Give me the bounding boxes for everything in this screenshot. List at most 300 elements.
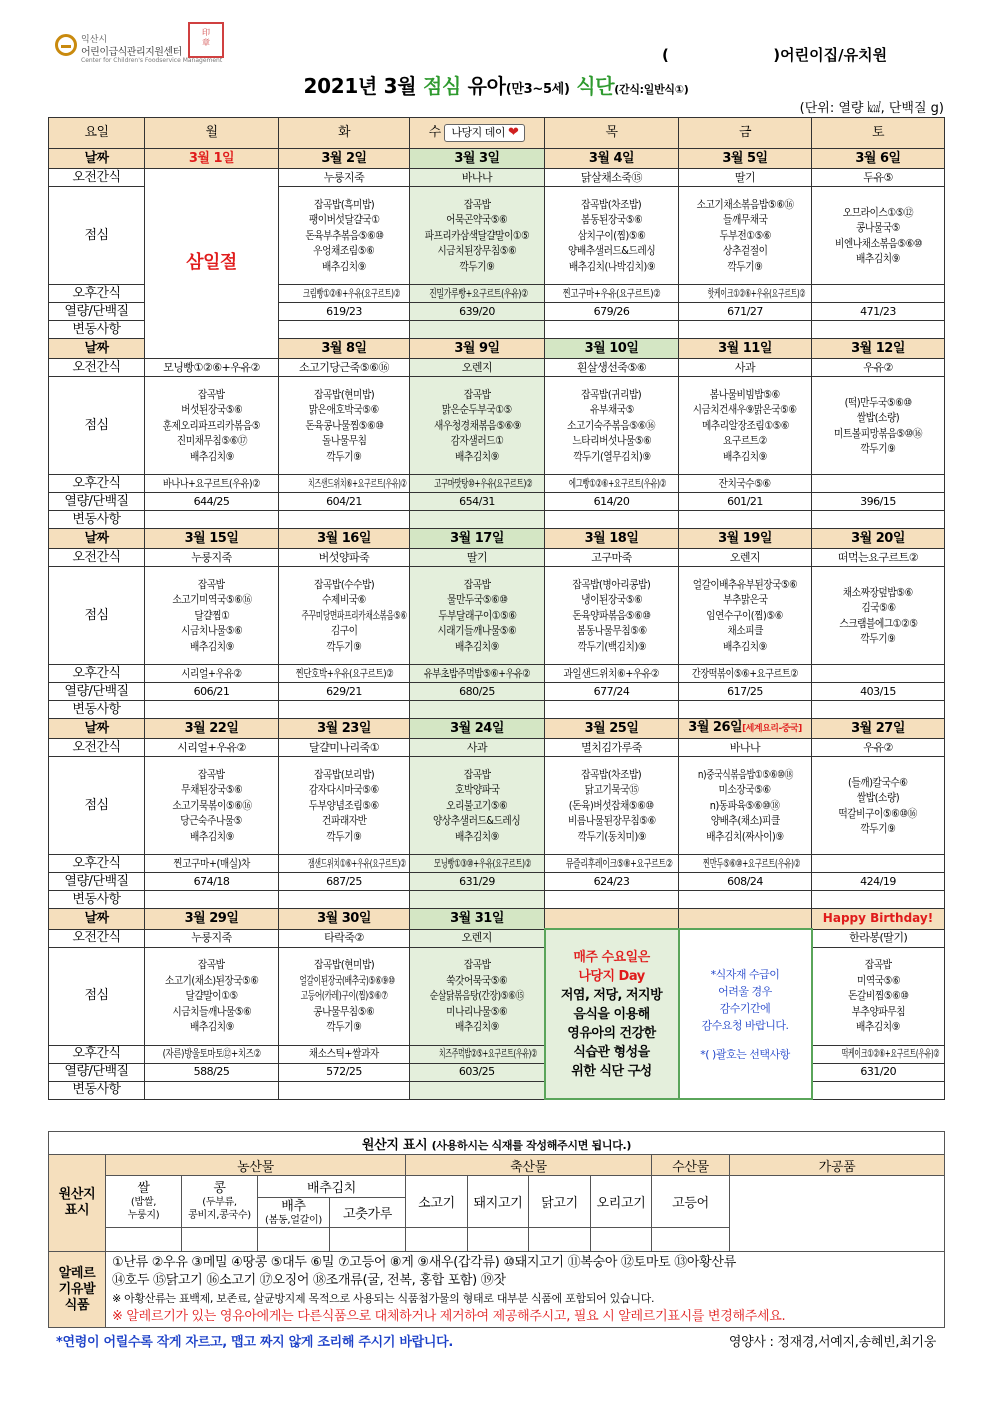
menu-item-text: 고등어(카레)구이(찜)⑤⑥⑦ [300, 989, 388, 1003]
origin-cabbage-value[interactable] [258, 1228, 330, 1252]
kcal-wed: 603/25 [410, 1063, 545, 1081]
kcal-fri: 608/24 [679, 873, 812, 891]
row-label-change: 변동사항 [49, 701, 145, 719]
menu-item-text: 어묵곤약국⑤⑥ [446, 213, 508, 227]
lunch-sat [812, 947, 945, 1045]
pm-snack-tue [279, 1045, 410, 1063]
menu-item [812, 220, 944, 236]
weekday-thu: 목 [545, 118, 679, 149]
menu-item [679, 212, 811, 228]
origin-rice-value[interactable] [106, 1228, 182, 1252]
logo-icon [55, 34, 77, 56]
menu-item-text: 미나리나물⑤⑥ [446, 1004, 508, 1018]
origin-duck-value[interactable] [591, 1228, 652, 1252]
menu-item [679, 798, 811, 814]
menu-item [145, 957, 278, 973]
change-wed[interactable] [410, 1081, 545, 1099]
pm-snack-fri [679, 285, 812, 303]
date-text: 3월 2일 [321, 150, 367, 166]
menu-item-text: 임연수구이(찜)⑤⑥ [706, 608, 784, 622]
am-snack-sat: 두유⑤ [812, 169, 945, 187]
change-wed[interactable] [410, 321, 545, 339]
menu-item [545, 212, 678, 228]
menu-item-text: 냉이된장국⑤⑥ [580, 593, 643, 607]
nadangji-day-note [545, 929, 679, 1099]
kcal-fri: 671/27 [679, 303, 812, 321]
menu-item [812, 821, 944, 837]
change-tue[interactable] [279, 321, 410, 339]
am-snack-wed: 오렌지 [410, 929, 545, 947]
row-label-pm-snack: 오후간식 [49, 475, 145, 493]
menu-item-text: 닭고기묵국⑮ [584, 783, 639, 797]
lunch-thu [545, 567, 679, 665]
lunch-row [49, 377, 945, 475]
menu-item [279, 259, 409, 275]
menu-item-text: 떡갈비구이⑤⑥⑩⑯ [838, 806, 918, 820]
kcal-thu: 614/20 [545, 493, 679, 511]
menu-item-text: 진미채무침⑤⑥⑰ [176, 434, 247, 448]
pm-snack-text: 찐고구마+(매실)차 [173, 856, 250, 870]
change-thu[interactable] [545, 701, 679, 719]
menu-item [410, 433, 544, 449]
menu-item [145, 767, 278, 783]
change-mon[interactable] [145, 701, 279, 719]
change-wed[interactable] [410, 511, 545, 529]
date-cell-fri [679, 719, 812, 739]
menu-item-text: 깍두기⑨ [860, 822, 896, 835]
date-cell-tue [279, 149, 410, 169]
menu-item-text: 달걀찜① [194, 608, 229, 622]
menu-item-text: 김국⑤⑥ [860, 601, 896, 614]
logo-org: 어린이급식관리지원센터 [81, 47, 182, 58]
pm-snack-thu [545, 855, 679, 873]
menu-item-text: 소고기숙주볶음⑤⑥⑯ [567, 418, 656, 432]
menu-item-text: 잡곡밥(귀리밥) [581, 387, 642, 401]
date-text: 3월 27일 [851, 720, 905, 736]
menu-item-text: 배추김치⑨ [856, 1020, 901, 1034]
menu-item-text: 잡곡밥(흑미밥) [313, 197, 375, 211]
weekday-tue: 화 [279, 118, 410, 149]
lunch-wed [410, 377, 545, 475]
menu-item-text: 삼치구이(찜)⑤⑥ [577, 228, 646, 242]
menu-item [410, 623, 544, 639]
weekday-mon: 월 [145, 118, 279, 149]
date-cell-wed [410, 719, 545, 739]
kcal-tue: 604/21 [279, 493, 410, 511]
date-text: 3월 12일 [851, 340, 905, 356]
change-fri[interactable] [679, 511, 812, 529]
change-sat[interactable] [812, 511, 945, 529]
origin-chili-value[interactable] [330, 1228, 406, 1252]
menu-item [410, 1019, 544, 1035]
change-thu[interactable] [545, 511, 679, 529]
menu-item-text: 봄동된장국⑤⑥ [580, 213, 643, 227]
date-text: 3월 29일 [184, 911, 239, 926]
row-label-am-snack: 오전간식 [49, 359, 145, 377]
origin-processed-value[interactable] [730, 1176, 945, 1252]
change-tue[interactable] [279, 1081, 410, 1099]
change-thu[interactable] [545, 321, 679, 339]
change-sat[interactable] [812, 321, 945, 339]
pm-snack-wed [410, 475, 545, 493]
menu-item [145, 639, 278, 655]
kcal-row [49, 683, 945, 701]
change-mon[interactable] [145, 891, 279, 909]
row-label-kcal: 열량/단백질 [49, 683, 145, 701]
kcal-mon: 644/25 [145, 493, 279, 511]
row-label-am-snack: 오전간식 [49, 169, 145, 187]
menu-item [545, 782, 678, 798]
date-text: 3월 8일 [321, 340, 367, 356]
origin-kimchi: 배추김치 [258, 1176, 406, 1198]
menu-item [410, 212, 544, 228]
menu-item [679, 639, 811, 655]
change-mon[interactable] [145, 511, 279, 529]
pm-snack-row [49, 475, 945, 493]
menu-item [545, 577, 678, 593]
menu-item-text: 잡곡밥(병아리콩밥) [572, 577, 651, 591]
menu-item [279, 973, 409, 989]
menu-item-text: 잡곡밥 [198, 577, 225, 591]
menu-item-text: 잡곡밥 [198, 958, 225, 972]
pm-snack-text: 치즈주먹밥②⑤+요구르트(우유)② [438, 1047, 537, 1061]
am-snack-tue: 누룽지죽 [279, 169, 410, 187]
row-label-change: 변동사항 [49, 511, 145, 529]
menu-item-text: 깍두기⑨ [860, 632, 896, 645]
nadangji-note-line: 영유아의 건강한 [567, 1025, 656, 1041]
kcal-fri: 601/21 [679, 493, 812, 511]
menu-item [812, 395, 944, 411]
pm-snack-text: 모닝빵①③⑩+우유(요구르트)② [433, 856, 531, 870]
origin-beef-value[interactable] [406, 1228, 468, 1252]
pm-snack-text: 찐고구마+우유(요구르트)② [562, 286, 661, 300]
menu-item-text: 깍두기⑨ [860, 442, 896, 455]
menu-item [679, 433, 811, 449]
change-fri[interactable] [679, 891, 812, 909]
am-snack-mon: 시리얼+우유② [145, 739, 279, 757]
allergy-line-1: ①난류 ②우유 ③메밀 ④땅콩 ⑤대두 ⑥밀 ⑦고등어 ⑧게 ⑨새우(갑각류) ⑩돼지고기 ⑪복숭아 ⑫토마토 ⑬아황산류 [112, 1254, 736, 1270]
am-snack-wed: 딸기 [410, 549, 545, 567]
allergy-note-sulfite: ※ 아황산류는 표백제, 보존료, 살균방지제 목적으로 사용되는 식품첨가물의 형태로 대부분 식품에 포함되어 있습니다. [112, 1291, 655, 1305]
menu-item-text: 미역국⑤⑥ [856, 973, 900, 987]
change-tue[interactable] [279, 701, 410, 719]
menu-item-text: 잡곡밥 [463, 577, 491, 591]
kcal-thu: 624/23 [545, 873, 679, 891]
menu-item-text: 버섯된장국⑤⑥ [180, 403, 243, 417]
menu-item [545, 387, 678, 403]
lunch-row [49, 757, 945, 855]
menu-item [145, 1004, 278, 1020]
origin-mackerel: 고등어 [652, 1176, 730, 1228]
menu-item-text: 깍두기(열무김치)⑨ [572, 449, 651, 463]
row-label-kcal: 열량/단백질 [49, 493, 145, 511]
date-text: 3월 30일 [317, 911, 371, 926]
menu-item-text: 배추김치⑨ [189, 1020, 234, 1034]
am-snack-thu: 흰살생선죽⑤⑥ [545, 359, 679, 377]
lunch-fri [679, 757, 812, 855]
menu-item [679, 449, 811, 465]
row-label-lunch: 점심 [49, 757, 145, 855]
menu-item [679, 782, 811, 798]
change-row [49, 891, 945, 909]
menu-item-text: 채소피클 [727, 624, 763, 638]
change-sat[interactable] [812, 1081, 945, 1099]
menu-item-text: 건파래자반 [321, 814, 367, 828]
menu-item-text: 채소짜장덮밥⑤⑥ [843, 585, 913, 599]
menu-item-text: 감자샐러드① [450, 434, 504, 448]
date-text: 3월 9일 [454, 340, 500, 356]
change-thu[interactable] [545, 891, 679, 909]
menu-item-text: 돈육콩나물찜⑤⑥⑩ [304, 418, 384, 432]
menu-item [812, 236, 944, 252]
menu-item [813, 973, 945, 989]
lunch-mon [145, 947, 279, 1045]
origin-chicken: 닭고기 [529, 1176, 591, 1228]
menu-item-text: 배추김치(나박김치)⑨ [568, 259, 655, 273]
birthday-note: Happy Birthday! [822, 911, 934, 925]
center-logo [55, 30, 265, 70]
menu-item [545, 449, 678, 465]
kcal-thu: 677/24 [545, 683, 679, 701]
pm-snack-mon [145, 665, 279, 683]
menu-item-text: 비엔나채소볶음⑤⑥⑩ [834, 236, 922, 250]
menu-item [410, 449, 544, 465]
am-snack-sat: 한라봉(딸기) [812, 929, 945, 947]
kcal-tue: 572/25 [279, 1063, 410, 1081]
menu-item-text: 배추김치⑨ [454, 1020, 499, 1034]
menu-item-text: 시금치나물⑤⑥ [180, 624, 243, 638]
date-text: 3월 19일 [718, 530, 772, 546]
kcal-tue: 629/21 [279, 683, 410, 701]
lunch-mon [145, 757, 279, 855]
date-cell-tue [279, 719, 410, 739]
menu-item-text: n)중국식볶음밥①⑤⑥⑩⑱ [697, 767, 793, 781]
menu-item-text: 상추겉절이 [722, 244, 768, 258]
lunch-sat [812, 757, 945, 855]
allergy-line-2: ⑭호두 ⑮닭고기 ⑯소고기 ⑰오징어 ⑱조개류(굴, 전복, 홍합 포함) ⑲잣 [112, 1272, 506, 1288]
menu-item [813, 957, 945, 973]
menu-item-text: 얼갈이배추유부된장국⑤⑥ [692, 577, 798, 591]
origin-side-label: 원산지 표시 [49, 1155, 106, 1252]
row-label-pm-snack: 오후간식 [49, 1045, 145, 1063]
menu-item-text: 양상추샐러드&드레싱 [433, 814, 521, 828]
menu-item [813, 1004, 945, 1020]
row-label-am-snack: 오전간식 [49, 739, 145, 757]
origin-bean-value[interactable] [182, 1228, 258, 1252]
am-snack-sat: 우유② [812, 359, 945, 377]
menu-item-text: 잡곡밥 [864, 958, 892, 972]
origin-pork: 돼지고기 [468, 1176, 529, 1228]
menu-item [410, 197, 544, 213]
date-cell-mon [279, 339, 410, 359]
menu-item-text: 깍두기⑨ [727, 259, 763, 273]
nadangji-note-line: 식습관 형성을 [573, 1044, 650, 1060]
pm-snack-text: 찐만두⑤⑥⑩+요구르트(우유)② [702, 856, 800, 870]
menu-item-text: 느타리버섯나물⑤⑥ [572, 434, 651, 448]
change-wed[interactable] [410, 891, 545, 909]
supply-note-line: 감수요청 바랍니다. [701, 1018, 789, 1032]
menu-item-text: n)동파육⑤⑥⑩⑱ [710, 798, 780, 812]
pm-snack-thu [545, 285, 679, 303]
change-mon[interactable] [145, 1081, 279, 1099]
menu-item-text: 스크램블에그①②⑤ [838, 616, 918, 630]
menu-item [812, 205, 944, 221]
kcal-wed: 654/31 [410, 493, 545, 511]
origin-chicken-value[interactable] [529, 1228, 591, 1252]
change-tue[interactable] [279, 511, 410, 529]
menu-item [410, 387, 544, 403]
date-text: 3월 3일 [454, 150, 500, 166]
menu-item [279, 577, 409, 593]
menu-item-text: 두부전①⑤⑥ [719, 228, 771, 242]
pm-snack-wed [410, 1045, 545, 1063]
kcal-mon: 606/21 [145, 683, 279, 701]
date-text: 3월 20일 [851, 530, 905, 546]
kcal-mon: 588/25 [145, 1063, 279, 1081]
menu-item-text: 봄나물비빔밥⑤⑥ [710, 387, 780, 401]
date-cell-sat [812, 529, 945, 549]
weekday-header-row [49, 118, 945, 149]
change-row [49, 511, 945, 529]
menu-item-text: 배추김치⑨ [189, 639, 234, 653]
menu-item [545, 592, 678, 608]
menu-item [812, 616, 944, 632]
menu-item-text: 배추김치⑨ [322, 259, 366, 273]
menu-item [279, 402, 409, 418]
menu-item-text: 쌀밥(소량) [856, 411, 900, 424]
date-cell-thu [545, 909, 679, 930]
kcal-tue: 619/23 [279, 303, 410, 321]
menu-item [410, 988, 544, 1004]
lunch-sat [812, 187, 945, 285]
lunch-sat [812, 377, 945, 475]
change-wed[interactable] [410, 701, 545, 719]
menu-item [812, 631, 944, 647]
date-text: 3월 6일 [855, 150, 901, 166]
pm-snack-sat [812, 1045, 945, 1063]
menu-item [279, 449, 409, 465]
menu-item [279, 767, 409, 783]
row-label-change: 변동사항 [49, 1081, 145, 1099]
menu-item [545, 608, 678, 624]
menu-item [812, 790, 944, 806]
lunch-tue [279, 757, 410, 855]
menu-item-text: 깍두기⑨ [326, 829, 362, 843]
kcal-wed: 680/25 [410, 683, 545, 701]
menu-item-text: 부추양파무침 [851, 1004, 905, 1018]
menu-item-text: 들깨무채국 [722, 213, 768, 227]
menu-item-text: 두부양념조림⑤⑥ [309, 798, 379, 812]
row-label-lunch: 점심 [49, 187, 145, 285]
origin-mackerel-value[interactable] [652, 1228, 730, 1252]
menu-item-text: 시래기들깨나물⑤⑥ [437, 624, 517, 638]
menu-item [812, 806, 944, 822]
menu-item-text: 팽이버섯달걀국① [308, 213, 380, 227]
change-sat[interactable] [812, 701, 945, 719]
menu-item [410, 402, 544, 418]
menu-item-text: 수제비국⑥ [322, 593, 366, 607]
menu-item [410, 782, 544, 798]
menu-item-text: 시금치건새우⑨맑은국⑤⑥ [693, 403, 797, 417]
menu-item-text: 배추김치⑨ [455, 829, 499, 843]
menu-item-text: 돌나물무침 [321, 434, 367, 448]
change-sat[interactable] [812, 891, 945, 909]
kcal-sat: 424/19 [812, 873, 945, 891]
menu-item [545, 639, 678, 655]
menu-item-text: 김구이 [330, 624, 358, 638]
date-text: 3월 16일 [317, 530, 371, 546]
menu-item [410, 957, 544, 973]
origin-rice: 쌀 (밥쌀, 누룽지) [106, 1176, 182, 1228]
date-cell-wed [410, 529, 545, 549]
menu-item-text: 배추김치(짜사이)⑨ [706, 829, 784, 843]
menu-item [145, 608, 278, 624]
pm-snack-text: 떡케이크①②⑥+요구르트(우유)② [841, 1047, 939, 1061]
menu-item [410, 418, 544, 434]
change-fri[interactable] [679, 321, 812, 339]
origin-pork-value[interactable] [468, 1228, 529, 1252]
menu-item [279, 243, 409, 259]
menu-item-text: 배추김치⑨ [856, 252, 900, 265]
menu-item-text: 맑은순두부국①⑤ [442, 403, 512, 417]
date-cell-fri [679, 529, 812, 549]
menu-item-text: 배추김치⑨ [189, 829, 234, 843]
menu-item-text: (떡)만두국⑤⑥⑩ [844, 395, 912, 409]
kcal-wed: 639/20 [410, 303, 545, 321]
optional-note: *( )괄호는 선택사항 [700, 1047, 790, 1061]
am-snack-fri: 바나나 [679, 739, 812, 757]
menu-item-text: 잡곡밥(차조밥) [581, 197, 642, 211]
menu-item-text: 미소장국⑤⑥ [718, 783, 772, 797]
menu-item-text: 잡곡밥(현미밥) [313, 387, 375, 401]
change-tue[interactable] [279, 891, 410, 909]
date-cell-tue [279, 909, 410, 930]
lunch-thu [545, 377, 679, 475]
menu-item-text: 양배추(채소)피클 [710, 814, 780, 828]
pm-snack-sat [812, 285, 945, 303]
weekday-sat: 토 [812, 118, 945, 149]
pm-snack-sat [812, 665, 945, 683]
menu-item-text: 얼갈이된장국(배추국)⑤⑥⑨⑩ [299, 973, 395, 987]
menu-item-text: 잡곡밥 [198, 387, 225, 401]
change-fri[interactable] [679, 701, 812, 719]
am-snack-mon: 누룽지죽 [145, 929, 279, 947]
menu-item-text: 배추김치⑨ [723, 449, 767, 463]
menu-item [279, 608, 409, 624]
kcal-mon: 674/18 [145, 873, 279, 891]
kcal-row [49, 873, 945, 891]
pm-snack-mon [145, 855, 279, 873]
menu-item [410, 259, 544, 275]
row-label-change: 변동사항 [49, 891, 145, 909]
pm-snack-tue [279, 855, 410, 873]
am-snack-fri: 딸기 [679, 169, 812, 187]
am-snack-thu: 닭살채소죽⑮ [545, 169, 679, 187]
supply-note-line: *식자재 수급이 [710, 967, 780, 981]
menu-item [545, 798, 678, 814]
nadangji-note-line: 저염, 저당, 저지방 [560, 987, 663, 1003]
weekday-label: 요일 [49, 118, 145, 149]
kcal-wed: 631/29 [410, 873, 545, 891]
pm-snack-text: 잔치국수⑤⑥ [718, 476, 772, 490]
pm-snack-wed [410, 285, 545, 303]
menu-item [145, 1019, 278, 1035]
menu-item [279, 1019, 409, 1035]
date-cell-thu [545, 149, 679, 169]
menu-item [679, 243, 811, 259]
menu-item [410, 829, 544, 845]
menu-item [279, 228, 409, 244]
